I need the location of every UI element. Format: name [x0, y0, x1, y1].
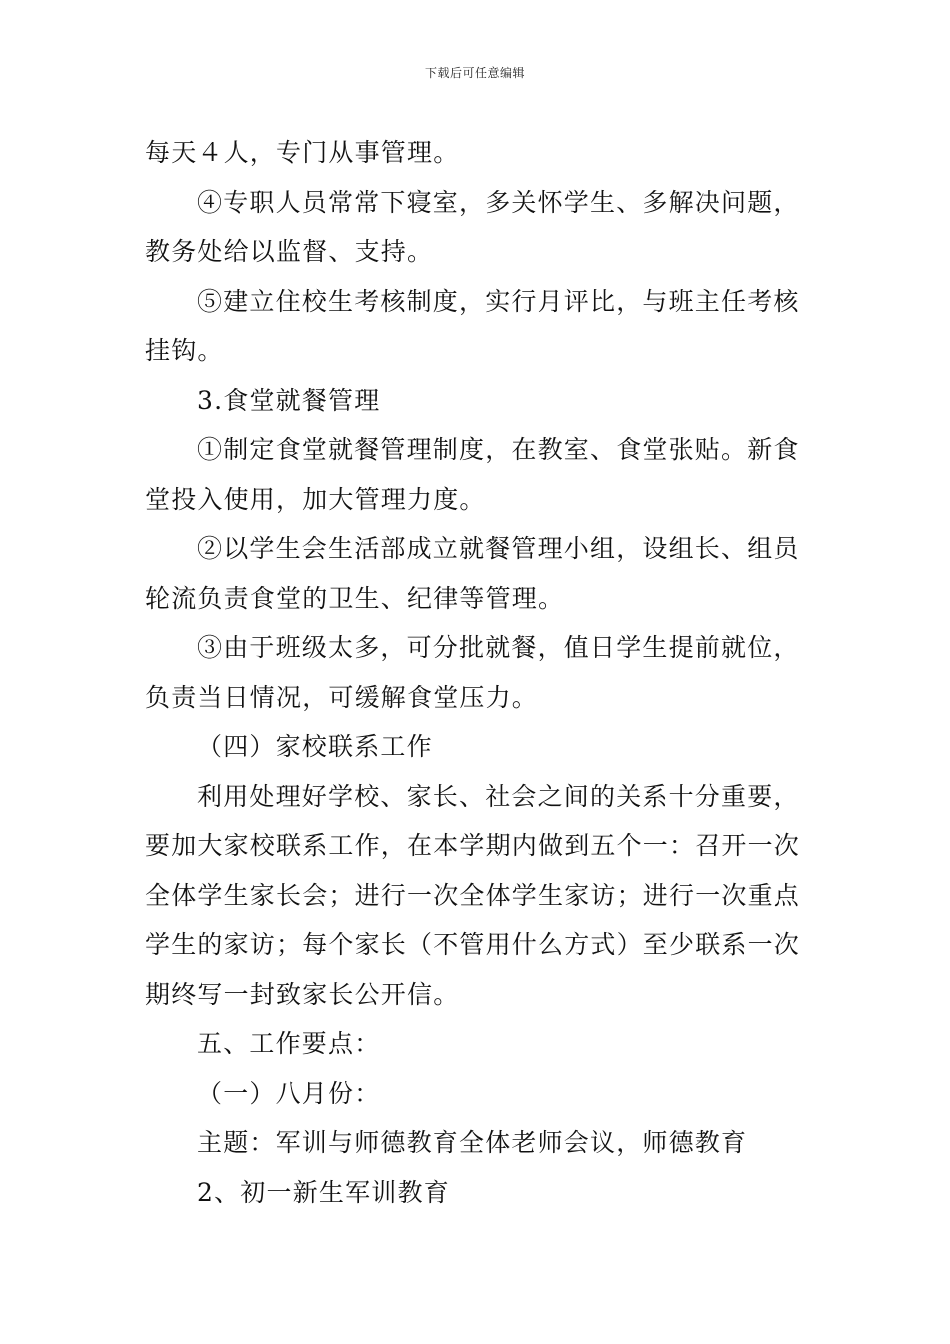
paragraph: ④专职人员常常下寝室，多关怀学生、多解决问题，教务处给以监督、支持。 — [145, 187, 800, 266]
document-body — [145, 128, 810, 1217]
page-header: 下载后可任意编辑 — [424, 66, 525, 80]
paragraph: ③由于班级太多，可分批就餐，值日学生提前就位，负责当日情况，可缓解食堂压力。 — [145, 633, 800, 712]
paragraph: ①制定食堂就餐管理制度，在教室、食堂张贴。新食堂投入使用，加大管理力度。 — [145, 435, 800, 514]
paragraph: ⑤建立住校生考核制度，实行月评比，与班主任考核挂钩。 — [145, 286, 800, 365]
section-heading: （一）八月份： — [197, 1078, 381, 1108]
section-heading: （四）家校联系工作 — [197, 732, 433, 761]
paragraph: 利用处理好学校、家长、社会之间的关系十分重要，要加大家校联系工作，在本学期内做到五个一：召开一次全体学生家长会；进行一次全体学生家访；进行一次重点学生的家访；每个家长（不管用什么方式）至少联系一次期终写一封致家长公开信。 — [145, 781, 801, 1009]
paragraph: 每天４人，专门从事管理。 — [145, 138, 460, 167]
paragraph: ②以学生会生活部成立就餐管理小组，设组长、组员轮流负责食堂的卫生、纪律等管理。 — [145, 534, 800, 613]
section-heading: 3.食堂就餐管理 — [197, 385, 381, 415]
paragraph: 2、初一新生军训教育 — [197, 1177, 450, 1207]
section-heading: 五、工作要点： — [197, 1029, 381, 1058]
paragraph: 主题：军训与师德教育全体老师会议，师德教育 — [197, 1128, 748, 1157]
